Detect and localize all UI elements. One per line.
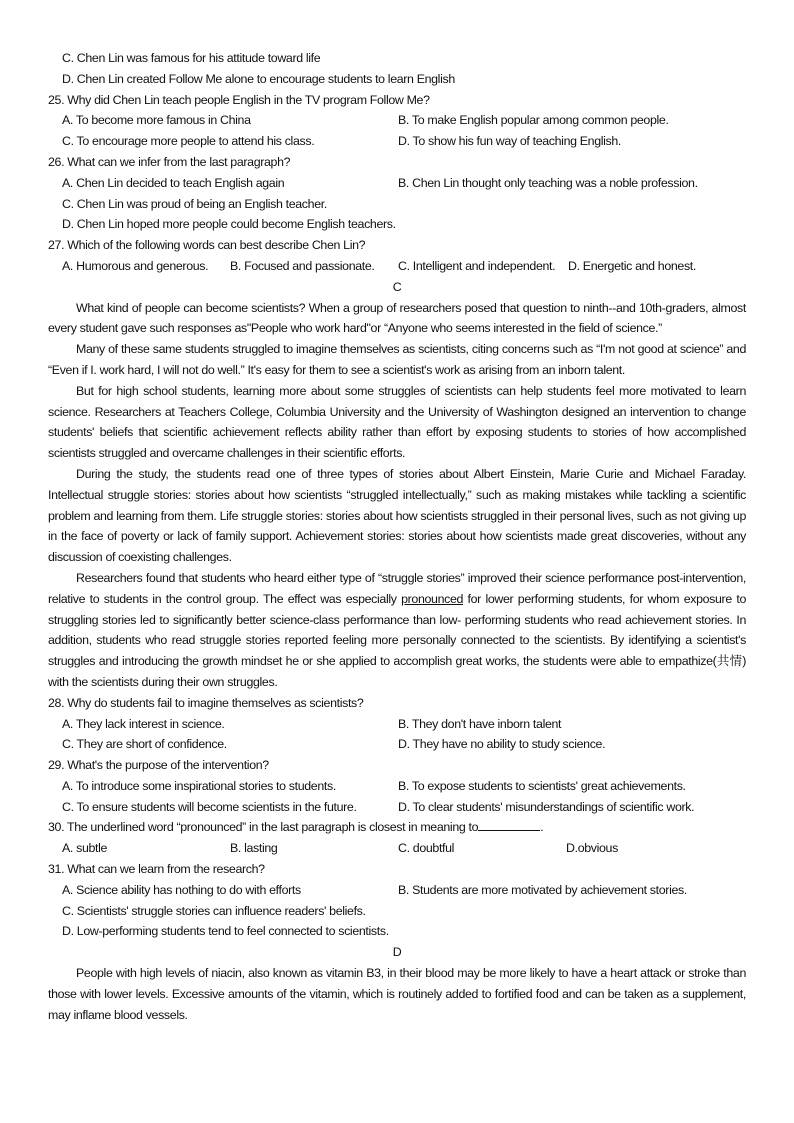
q28-option-c: C. They are short of confidence. xyxy=(62,737,227,752)
q29-option-c: C. To ensure students will become scientists in the future. xyxy=(62,799,357,814)
q26-option-b: B. Chen Lin thought only teaching was a noble profession. xyxy=(398,175,698,190)
q27-options xyxy=(48,256,746,277)
q30-option-d: D.obvious xyxy=(566,841,618,856)
q30-option-b: B. lasting xyxy=(230,841,278,856)
q29-option-a: A. To introduce some inspirational stories to students. xyxy=(62,778,336,793)
q28-options-row1 xyxy=(48,714,746,735)
q29-options-row2 xyxy=(48,797,746,818)
q31-stem: 31. What can we learn from the research? xyxy=(48,862,265,877)
q26-option-a: A. Chen Lin decided to teach English again xyxy=(62,175,285,190)
q30-option-a: A. subtle xyxy=(62,841,108,856)
q26-option-d: D. Chen Lin hoped more people could become English teachers. xyxy=(62,217,396,232)
q30-stem xyxy=(48,817,746,838)
passage-c-paragraph-1: What kind of people can become scientists? When a group of researchers posed that question to ninth--and 10th-graders, almost every student gave such responses as"People who work hard"or “Anyone who seems interested in the field of science.” xyxy=(48,300,746,336)
q26-option-c: C. Chen Lin was proud of being an English teacher. xyxy=(62,196,327,211)
q31-option-b: B. Students are more motivated by achievement stories. xyxy=(398,882,687,897)
passage-d-paragraph-1: People with high levels of niacin, also known as vitamin B3, in their blood may be more likely to have a heart attack or stroke than those with lower levels. Excessive amounts of the vitamin, which is routinely added to fortified food and can be taken as a supplement, may inflame blood vessels. xyxy=(48,966,746,1022)
q26-stem: 26. What can we infer from the last paragraph? xyxy=(48,154,291,169)
q30-option-c: C. doubtful xyxy=(398,841,455,856)
underlined-word-pronounced: pronounced xyxy=(401,591,464,606)
q25-options-row2 xyxy=(48,131,746,152)
q30-stem-end: . xyxy=(540,820,544,835)
passage-c-paragraph-2: Many of these same students struggled to imagine themselves as scientists, citing concerns such as “I'm not good at science” and “Even if I. work hard, I will not do well.” It's easy for them to see a scientist's work as arising from an inborn talent. xyxy=(48,342,746,377)
q30-stem-text: 30. The underlined word “pronounced” in the last paragraph is closest in meaning to xyxy=(48,820,479,835)
q30-options xyxy=(48,838,746,859)
passage-c-paragraph-4: During the study, the students read one of three types of stories about Albert Einstein, Marie Curie and Michael Faraday. Intellectual struggle stories: stories about how scientists “struggled intellectually,” such as making mistakes while tackling a scientific problem and learning from them. Life struggle stories: stories about how scientists struggled in their personal lives, such as not giving up in the face of poverty or lack of family support. Achievement stories: stories about how scientists made great discoveries, without any discussion of coexisting challenges. xyxy=(48,466,746,565)
q27-option-a: A. Humorous and generous. xyxy=(62,258,209,273)
q28-options-row2 xyxy=(48,734,746,755)
q29-option-b: B. To expose students to scientists' great achievements. xyxy=(398,778,686,793)
q29-stem: 29. What's the purpose of the intervention? xyxy=(48,758,269,773)
q25-option-b: B. To make English popular among common people. xyxy=(398,113,669,128)
p5-text-after: for lower performing students, for whom exposure to struggling stories led to significantly better science-class performance than low- performing students who read achievement stories. In addition, students who read struggle stories reported feeling more personally connected to the scientists. By identifying a scientist's struggles and introducing the growth mindset he or she applied to accomplish great works, the students were able to empathize(共情) with the scientists during their own struggles. xyxy=(48,591,746,689)
q24-option-c: C. Chen Lin was famous for his attitude toward life xyxy=(62,51,321,65)
q31-option-c: C. Scientists' struggle stories can influence readers' beliefs. xyxy=(62,903,366,918)
q29-option-d: D. To clear students' misunderstandings of scientific work. xyxy=(398,799,695,814)
q28-stem: 28. Why do students fail to imagine themselves as scientists? xyxy=(48,695,364,710)
q31-option-d: D. Low-performing students tend to feel connected to scientists. xyxy=(62,924,389,939)
q31-options-row1 xyxy=(48,880,746,901)
q28-option-a: A. They lack interest in science. xyxy=(62,716,225,731)
q27-option-c: C. Intelligent and independent. xyxy=(398,258,556,273)
p5-text-before: Researchers found that students who heard either type of “struggle stories” improved their science performance post-intervention, relative to students in the control group. The effect was especially xyxy=(48,570,746,606)
q27-stem: 27. Which of the following words can best describe Chen Lin? xyxy=(48,238,366,253)
passage-c-paragraph-5 xyxy=(48,568,746,693)
q31-option-a: A. Science ability has nothing to do with efforts xyxy=(62,882,301,897)
q25-options-row1 xyxy=(48,110,746,131)
passage-c-paragraph-3: But for high school students, learning more about some struggles of scientists can help students feel more motivated to learn science. Researchers at Teachers College, Columbia University and the University of Washington designed an intervention to change students' beliefs that scientific achievement reflects ability rather than effort by exposing students to stories of how accomplished scientists struggled and overcame challenges in their scientific efforts. xyxy=(48,383,746,461)
section-d-heading: D xyxy=(392,945,402,960)
q29-options-row1 xyxy=(48,776,746,797)
q25-option-c: C. To encourage more people to attend his class. xyxy=(62,134,315,149)
q28-option-d: D. They have no ability to study science. xyxy=(398,737,606,752)
q26-options-row1 xyxy=(48,173,746,194)
answer-blank xyxy=(478,818,540,831)
q24-option-d: D. Chen Lin created Follow Me alone to encourage students to learn English xyxy=(62,71,455,86)
exam-page xyxy=(48,48,746,1025)
q28-option-b: B. They don't have inborn talent xyxy=(398,716,562,731)
q25-option-d: D. To show his fun way of teaching English. xyxy=(398,134,622,149)
q27-option-b: B. Focused and passionate. xyxy=(230,258,375,273)
section-c-heading: C xyxy=(392,279,402,294)
q25-stem: 25. Why did Chen Lin teach people English in the TV program Follow Me? xyxy=(48,92,430,107)
q27-option-d: D. Energetic and honest. xyxy=(568,258,696,273)
q25-option-a: A. To become more famous in China xyxy=(62,113,251,128)
